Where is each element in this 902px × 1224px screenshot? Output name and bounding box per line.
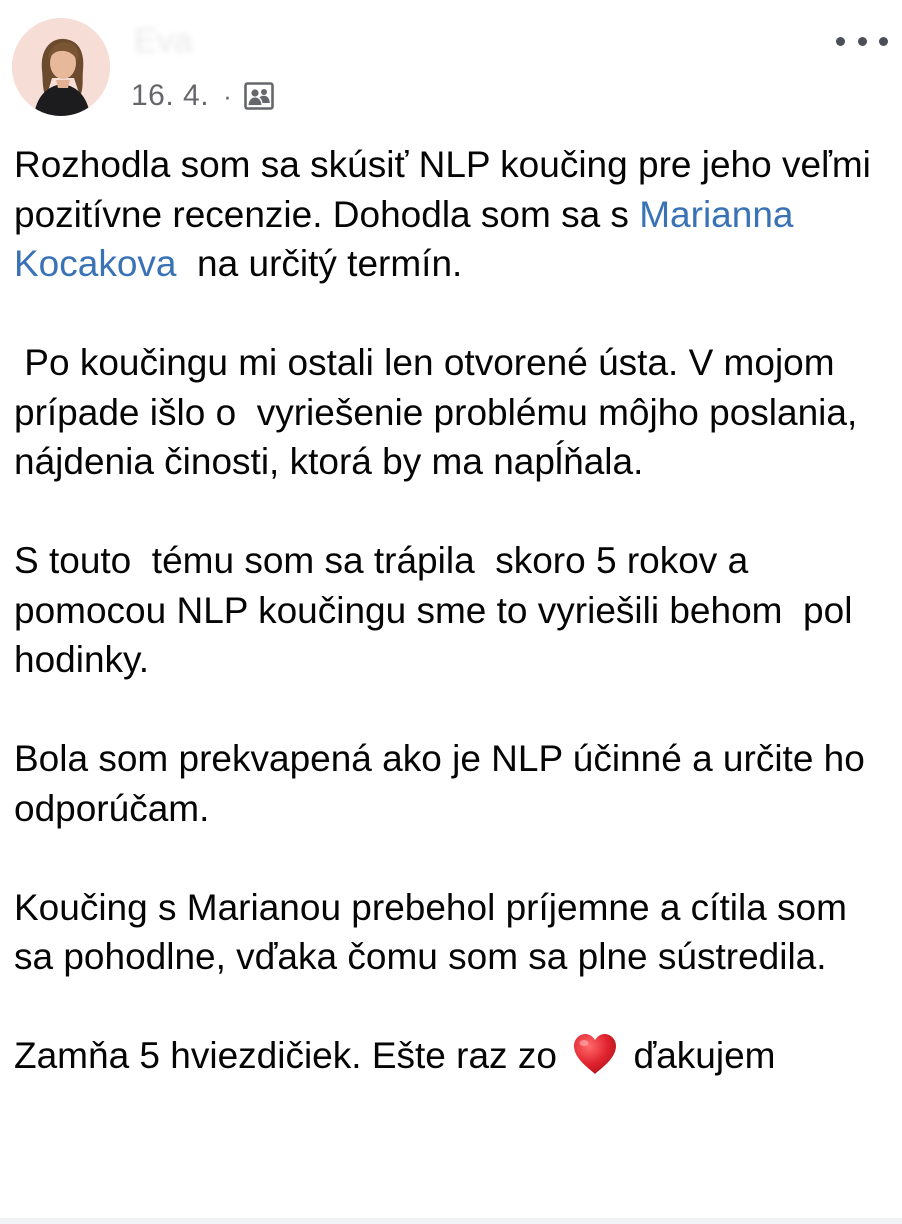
more-options-button[interactable]	[836, 26, 888, 56]
post-paragraph: Bola som prekvapená ako je NLP účinné a určite ho odporúčam.	[14, 738, 876, 829]
friends-icon	[244, 82, 274, 110]
paragraph-text: ďakujem	[623, 1035, 776, 1076]
post-paragraph	[14, 140, 894, 289]
author-name[interactable]: Eva	[134, 22, 193, 60]
post-meta	[131, 76, 274, 116]
post-header	[0, 0, 902, 130]
more-horizontal-icon	[858, 37, 867, 46]
avatar[interactable]	[12, 18, 110, 116]
mention-link[interactable]: Marianna Kocakova	[14, 193, 804, 284]
paragraph-text: Rozhodla som sa skúsiť NLP koučing pre jeho veľmi pozitívne recenzie. Dohodla som sa s	[14, 144, 882, 235]
more-horizontal-icon	[836, 37, 845, 46]
post-paragraph	[14, 1031, 894, 1081]
paragraph-text: na určitý termín.	[176, 243, 463, 284]
person-photo-icon	[12, 18, 110, 116]
heart-icon	[571, 1032, 619, 1076]
post-paragraph: Po koučingu mi ostali len otvorené ústa. V mojom prípade išlo o vyriešenie problému môjho poslania, nájdenia činosti, ktorá by ma napĺňala.	[14, 342, 868, 482]
post-date[interactable]: 16. 4.	[131, 79, 210, 112]
post-divider	[0, 1218, 902, 1224]
paragraph-text: Zamňa 5 hviezdičiek. Ešte raz zo	[14, 1035, 568, 1076]
post-text	[14, 140, 894, 1081]
post-paragraph: Koučing s Marianou prebehol príjemne a cítila som sa pohodlne, vďaka čomu som sa plne sústredila.	[14, 886, 858, 977]
post-paragraph: S touto tému som sa trápila skoro 5 rokov a pomocou NLP koučingu sme to vyriešili behom pol hodinky.	[14, 540, 863, 680]
more-horizontal-icon	[879, 37, 888, 46]
meta-separator: ·	[223, 80, 232, 111]
